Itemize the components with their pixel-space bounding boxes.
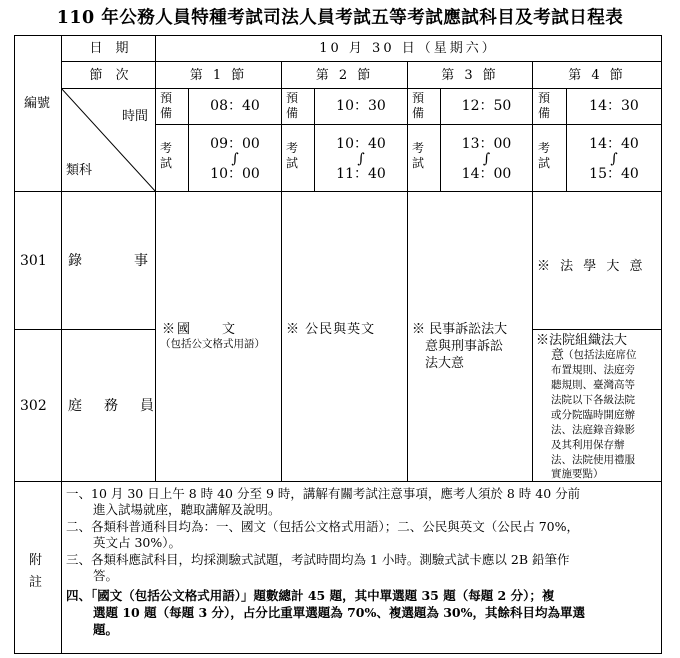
note-1-line-1: 一、10 月 30 日上午 8 時 40 分至 9 時，講解有關考試注意事項，應考人須於 8 時 40 分前 (66, 486, 581, 501)
time-header-label: 時間 (122, 109, 149, 124)
subject-4-302-detail-8: 法、法院使用禮服 (551, 454, 635, 466)
exam-end-4: 15：40 (589, 166, 639, 182)
subject-4-302-detail-3: 聽規則、臺灣高等 (551, 379, 635, 391)
date-label: 日 期 (89, 41, 129, 56)
subject-4-302-detail-4: 法院以下各級法院 (551, 394, 635, 406)
prep-time-3: 12：50 (461, 98, 512, 114)
code-header-cell (14, 35, 62, 192)
date-value: 10 月 30 日（星期六） (319, 41, 498, 56)
exam-sep-1: ∫ (231, 151, 239, 167)
exam-end-1: 10：00 (210, 166, 260, 182)
prep-label-4: 預備 (538, 91, 551, 120)
prep-time-4: 14：30 (589, 98, 639, 114)
subject-4-302-title-1: ※法院組織法大 (536, 333, 628, 348)
note-4-line-3: 題。 (93, 622, 119, 637)
exam-label-4: 考試 (538, 141, 551, 170)
session-3-label: 第 3 節 (441, 68, 499, 83)
subject-4-302-detail-5: 或分院臨時開庭辦 (551, 409, 635, 421)
prep-label-2: 預備 (286, 91, 299, 120)
session-4-label: 第 4 節 (568, 68, 626, 83)
subject-3-line2: 意與刑事訴訟 (425, 339, 504, 354)
note-4-line-1: 四、「國文（包括公文格式用語）」題數總計 45 題，其中單選題 35 題（每題 2 分）；複 (66, 588, 555, 603)
code-header-label (24, 94, 52, 113)
exam-sep-4: ∫ (610, 151, 618, 167)
row-301-code: 301 (20, 253, 47, 269)
code-header-text: 編號 (24, 96, 51, 111)
subject-4-302-detail-1: （包括法庭席位 (563, 349, 637, 361)
page-title: 110 年公務人員特種考試司法人員考試五等考試應試科目及考試日程表 (56, 8, 624, 28)
prep-time-1: 08：40 (210, 98, 260, 114)
exam-start-2: 10：40 (336, 136, 386, 152)
exam-label-3: 考試 (412, 141, 425, 170)
subject-4-301: ※ 法 學 大 意 (537, 259, 646, 274)
subject-4-302-detail-2: 布置規則、法庭旁 (551, 364, 635, 376)
notes-label: 附註 (29, 553, 43, 590)
subject-2: ※ 公民與英文 (286, 322, 376, 337)
session-2-label: 第 2 節 (315, 68, 374, 83)
subject-4-302-detail-9: 實施要點） (551, 468, 604, 480)
note-2-line-2: 英文占 30%）。 (93, 535, 182, 550)
row-302-code: 302 (20, 398, 47, 414)
exam-end-2: 11：40 (336, 166, 386, 182)
exam-end-3: 14：00 (461, 166, 512, 182)
subject-3-line3: 法大意 (425, 356, 465, 371)
subject-1-subtitle: （包括公文格式用語） (160, 338, 265, 350)
note-3-line-2: 答。 (93, 568, 119, 583)
exam-sep-3: ∫ (482, 151, 491, 167)
note-4-line-2: 選題 10 題（每題 3 分），占分比重單選題為 70%、複選題為 30%，其餘科目均為單選 (93, 605, 585, 620)
note-1-line-2: 進入試場就座，聽取講解及說明。 (93, 502, 281, 517)
row-301-name: 錄 事 (68, 253, 156, 269)
exam-label-2: 考試 (286, 141, 299, 170)
session-label: 節 次 (89, 68, 129, 83)
exam-label-1: 考試 (160, 141, 173, 170)
exam-sep-2: ∫ (357, 151, 365, 167)
prep-label-1: 預備 (160, 91, 173, 120)
exam-start-1: 09：00 (210, 136, 260, 152)
subject-3-line1: ※ 民事訴訟法大 (412, 322, 508, 337)
row-302-name: 庭 務 員 (68, 398, 158, 414)
subject-4-302-detail-7: 及其利用保存辦 (551, 439, 625, 451)
prep-label-3: 預備 (412, 91, 425, 120)
subject-header-label: 類科 (66, 163, 93, 178)
exam-start-4: 14：40 (589, 136, 639, 152)
subject-4-302-detail-6: 法、法庭錄音錄影 (551, 424, 635, 436)
note-2-line-1: 二、各類科普通科目均為：一、國文（包括公文格式用語）；二、公民與英文（公民占 70%， (66, 519, 580, 534)
subject-1-title: ※國 文 (162, 322, 238, 337)
subject-4-302-title-2: 意 (551, 348, 565, 363)
prep-time-2: 10：30 (336, 98, 386, 114)
session-1-label: 第 1 節 (189, 68, 248, 83)
note-3-line-1: 三、各類科應試科目，均採測驗式試題，考試時間均為 1 小時。測驗式試卡應以 2B 鉛筆作 (66, 552, 570, 567)
exam-start-3: 13：00 (461, 136, 512, 152)
